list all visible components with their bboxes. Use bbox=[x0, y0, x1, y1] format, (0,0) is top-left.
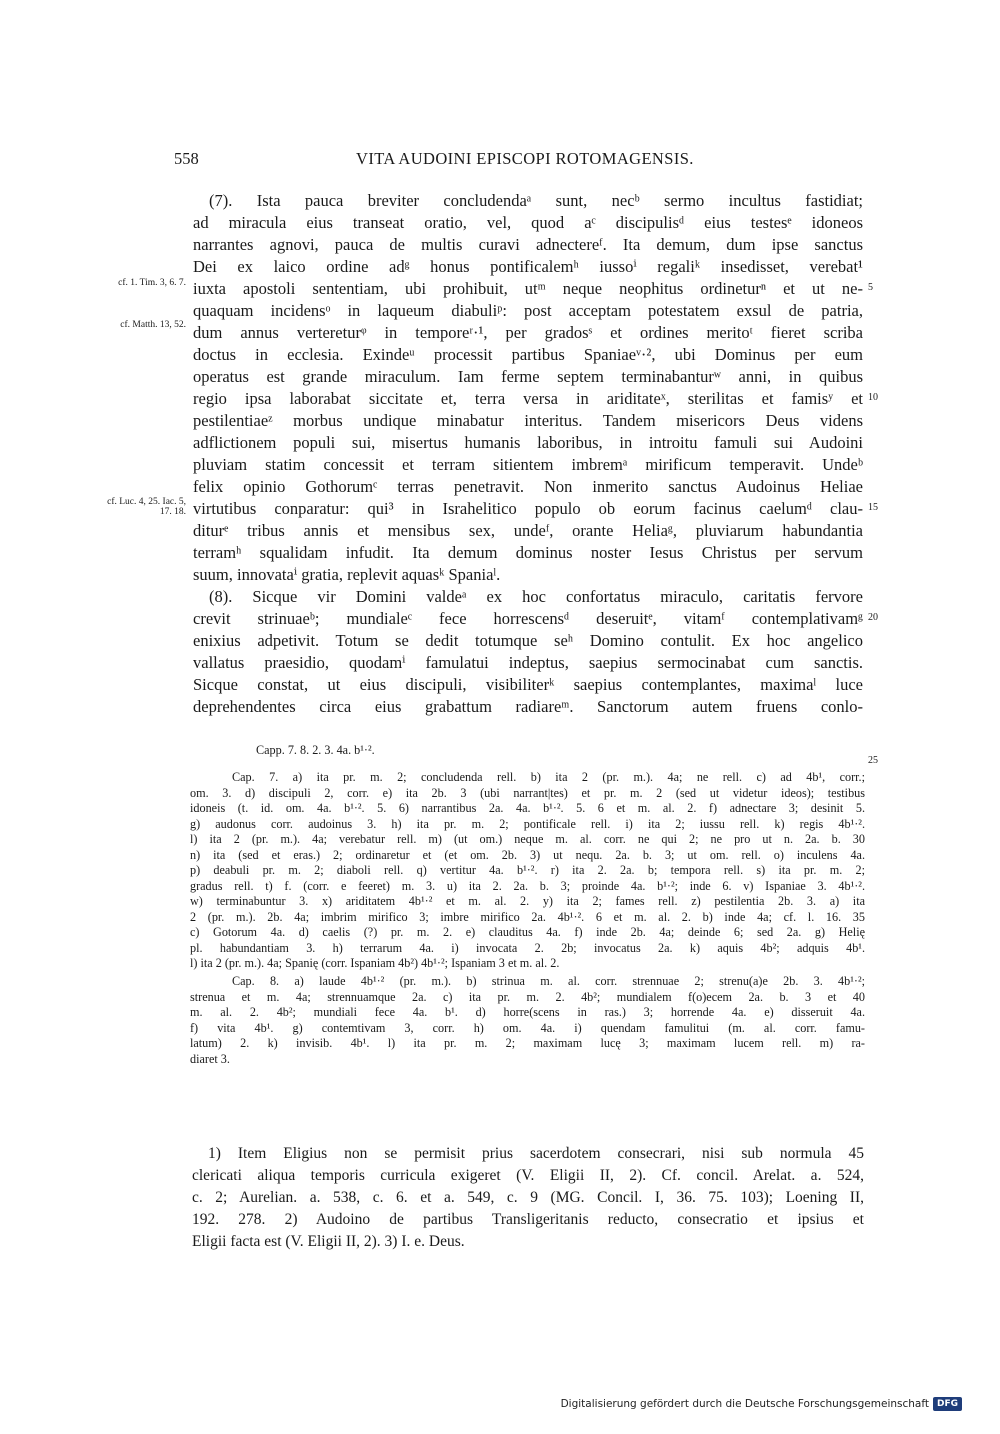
text-line: ad miracula eius transeat oratio, vel, quod aᶜ discipulisᵈ eius testesᵉ idoneos bbox=[193, 213, 863, 232]
footnote-line: clericati aliqua temporis curricula exigeret (V. Eligii II, 2). Cf. concil. Arelat. a. 524, bbox=[192, 1167, 864, 1184]
text-line: iuxta apostoli sententiam, ubi prohibuit, utᵐ neque neophitus ordineturⁿ et ut ne- bbox=[193, 279, 863, 298]
text-line: enixius adpetivit. Totum se dedit totumque seʰ Domino contulit. Ex hoc angelico bbox=[193, 631, 863, 650]
text-line: pestilentiaeᶻ morbus undique minabatur interitus. Tandem misericors Deus videns bbox=[193, 411, 863, 430]
text-line: operatus est grande miraculum. Iam ferme septem terminabanturʷ anni, in quibus bbox=[193, 367, 863, 386]
apparatus-line: g) audonus corr. audoinus 3. h) ita pr. m. 2; pontificale rell. i) ita 2; iussu rell. k) regis 4b¹·². bbox=[190, 816, 865, 831]
apparatus-line: diaret 3. bbox=[190, 1051, 230, 1066]
text-line: narrantes agnovi, pauca de multis curavi adnectereᶠ. Ita demum, dum ipse sanctus bbox=[193, 235, 863, 254]
text-line: deprehendentes circa eius grabattum radiareᵐ. Sanctorum autem fruens conlo- bbox=[193, 697, 863, 716]
apparatus-line: 2 (pr. m.). 2b. 4a; imbrim mirifico 3; imbre mirifico 2a. 4b¹·². 6 et m. al. 2. b) inde 4a; cf. l. 16. 35 bbox=[190, 909, 865, 924]
text-line: suum, innovataⁱ gratia, replevit aquasᵏ Spaniaˡ. bbox=[193, 565, 501, 584]
apparatus-line: p) deabuli pr. m. 2; diaboli rell. q) vertitur 4a. b¹·². r) ita 2. 2a. b; tempora rell. s) ita pr. m. 2; bbox=[190, 863, 865, 877]
apparatus-line: gradus rell. t) f. (corr. e feeret) m. 3. u) ita 2. 2a. b. 3; proinde 4a. b¹·²; inde 6. v) Ispaniae 3. 4b¹·². bbox=[190, 878, 865, 893]
line-number: 5 bbox=[868, 282, 873, 293]
page-number: 558 bbox=[174, 149, 199, 168]
funding-text: Digitalisierung gefördert durch die Deutsche Forschungsgemeinschaft bbox=[560, 1398, 929, 1410]
footnote-line: 1) Item Eligius non se permisit prius sacerdotem consecrari, nisi sub normula 45 bbox=[208, 1145, 864, 1162]
apparatus-line: n) ita (sed et eras.) 2; ordinaretur et (et om. 2b. 3) ut nequ. 2a. b. 3; ut om. rell. o) inculens 4a. bbox=[190, 847, 865, 862]
text-line: pluviam statim concessit et terram sitientem imbremᵃ mirificum temperavit. Undeᵇ bbox=[193, 455, 863, 474]
footnote-line: c. 2; Aurelian. a. 538, c. 6. et a. 549, c. 9 (MG. Concil. I, 36. 75. 103); Loening II, bbox=[192, 1189, 864, 1206]
text-line: felix opinio Gothorumᶜ terras penetravit. Non inmerito sanctus Audoinus Heliae bbox=[193, 477, 863, 496]
text-line: (7). Ista pauca breviter concludendaᵃ sunt, necᵇ sermo incultus fastidiat; bbox=[209, 191, 863, 210]
line-number: 25 bbox=[868, 755, 878, 766]
text-line: dum annus vertereturᵠ in temporeʳ·¹, per gradosˢ et ordines meritoᵗ fieret scriba bbox=[193, 323, 863, 342]
apparatus-line: latum) 2. k) invisib. 4b¹. l) ita pr. m. 2; maximam lucę 3; maximam lucem rell. m) ra- bbox=[190, 1036, 865, 1050]
margin-note: cf. Luc. 4, 25. Iac. 5, 17. 18. bbox=[107, 497, 186, 517]
text-line: crevit strinuaeᵇ; mundialeᶜ fece horrescensᵈ deseruitᵉ, vitamᶠ contemplativamᵍ bbox=[193, 609, 863, 628]
dfg-logo-icon: DFG bbox=[933, 1397, 962, 1411]
running-title: VITA AUDOINI EPISCOPI ROTOMAGENSIS. bbox=[356, 149, 694, 168]
text-line: (8). Sicque vir Domini valdeᵃ ex hoc confortatus miraculo, caritatis fervore bbox=[209, 587, 863, 606]
footnote-line: Eligii facta est (V. Eligii II, 2). 3) I. e. Deus. bbox=[192, 1233, 465, 1250]
apparatus-line: w) terminabuntur 3. x) ariditatem 4b¹·² et m. al. 2. y) ita 2; fames rell. z) pestilentia 2b. 3. a) ita bbox=[190, 894, 865, 908]
text-line: vallatus praesidio, quodamⁱ famulatui indeptus, saepius sermocinabat cum sanctis. bbox=[193, 653, 863, 672]
apparatus-line: l) ita 2 (pr. m.). 4a; verebatur rell. m) (ut om.) neque m. al. corr. ne qui 2; ne pro ut n. 2a. b. 30 bbox=[190, 832, 865, 846]
apparatus-line: om. 3. d) discipuli 2, corr. e) ita 2b. 3 (ubi narrant|tes) et pr. m. 2 (sed ut videtur ideos); testibus bbox=[190, 785, 865, 800]
text-line: doctus in ecclesia. Exindeᵘ processit partibus Spaniaeᵛ·², ubi Dominus per eum bbox=[193, 345, 863, 364]
footnote-line: 192. 278. 2) Audoino de partibus Transligeritanis reducto, consecratio et ipsius et bbox=[192, 1211, 864, 1228]
apparatus-line: pl. habundantiam 3. h) terrarum 4a. i) invocata 2. 2b; invocatus 2a. k) aquis 4b²; adquis 4b¹. bbox=[190, 940, 865, 955]
line-number: 10 bbox=[868, 392, 878, 403]
text-line: terramʰ squalidam infudit. Ita demum dominus noster Iesus Christus per servum bbox=[193, 543, 863, 562]
text-line: Dei ex laico ordine adᵍ honus pontificalemʰ iussoⁱ regaliᵏ insedisset, verebat¹ bbox=[193, 257, 863, 276]
text-line: quaquam incidensᵒ in laqueum diabuliᵖ: post acceptam potestatem exsul de patria, bbox=[193, 301, 863, 320]
apparatus-line: f) vita 4b¹. g) contemtivam 3, corr. h) om. 4a. i) quendam famulitui (m. al. corr. famu- bbox=[190, 1020, 865, 1035]
margin-note: cf. Matth. 13, 52. bbox=[120, 320, 186, 330]
text-line: regio ipsa laborabat siccitate et, terra versa in ariditateˣ, sterilitas et famisʸ et bbox=[193, 389, 863, 408]
apparatus-line: m. al. 2. 4b²; mundiali fece 4a. b¹. d) horre(scens in ras.) 3; horrende 4a. e) disseruit 4a. bbox=[190, 1005, 865, 1019]
apparatus-line: l) ita 2 (pr. m.). 4a; Spanię (corr. Ispaniam 4b²) 4b¹·²; Ispaniam 3 et m. al. 2. bbox=[190, 956, 560, 970]
apparatus-line: strenua et m. 4a; strennuamque 2a. c) ita pr. m. 2. 4b²; mundialem f(o)ecem 2a. b. 3 et 40 bbox=[190, 989, 865, 1004]
text-line: virtutibus conparatur: qui³ in Israhelitico populo ob eorum facinus caelumᵈ clau- bbox=[193, 499, 863, 518]
text-line: adflictionem populi sui, misertus humanis laboribus, in introitu famuli sui Audoini bbox=[193, 433, 863, 452]
funding-footer bbox=[561, 1397, 962, 1411]
line-number: 15 bbox=[868, 502, 878, 513]
margin-note: cf. 1. Tim. 3, 6. 7. bbox=[118, 278, 186, 288]
apparatus-line: Capp. 7. 8. 2. 3. 4a. b¹·². bbox=[256, 743, 375, 757]
line-number: 20 bbox=[868, 612, 878, 623]
apparatus-line: idoneis (t. id. om. 4a. b¹·². 5. 6) narrantibus 2a. 4a. b¹·². 5. 6 et m. al. 2. f) adnectare 3; desinit 5. bbox=[190, 801, 865, 815]
apparatus-line: Cap. 7. a) ita pr. m. 2; concludenda rell. b) ita 2 (pr. m.). 4a; ne rell. c) ad 4b¹, corr.; bbox=[232, 770, 865, 784]
text-line: diturᵉ tribus annis et mensibus sex, undeᶠ, orante Heliaᵍ, pluviarum habundantia bbox=[193, 521, 863, 540]
text-line: Sicque constat, ut eius discipuli, visibiliterᵏ saepius contemplantes, maximaˡ luce bbox=[193, 675, 863, 694]
apparatus-line: c) Gotorum 4a. d) caelis (?) pr. m. 2. e) clauditus 4a. f) inde 2b. 4a; deinde 6; sed 2a. g) Helię bbox=[190, 925, 865, 939]
apparatus-line: Cap. 8. a) laude 4b¹·² (pr. m.). b) strinua m. al. corr. strennuae 2; strenu(a)e 2b. 3. 4b¹·²; bbox=[232, 974, 865, 988]
